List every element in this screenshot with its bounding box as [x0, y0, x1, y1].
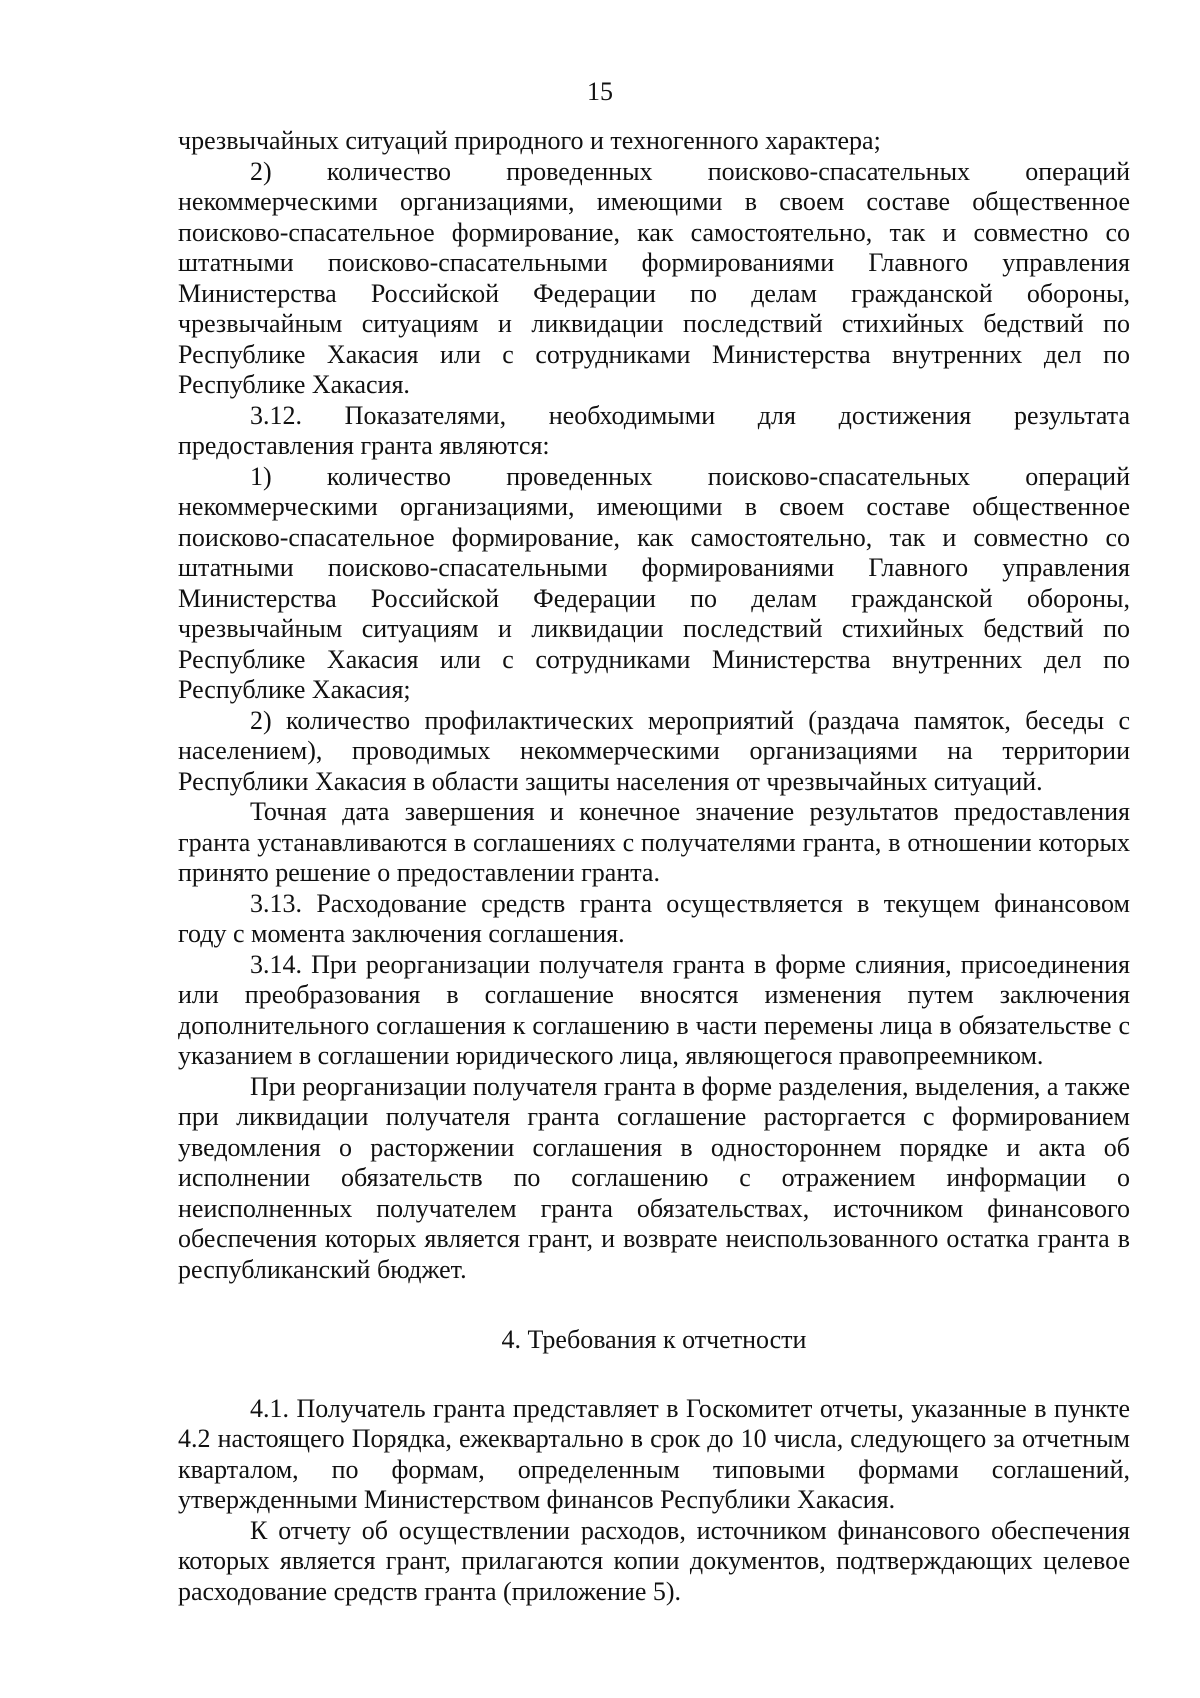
paragraph-exact-date: Точная дата завершения и конечное значение результатов предоставления гранта устанавливаются в соглашениях с получателями гранта, в отношении которых принято решение о предоставлении гранта. [178, 797, 1130, 887]
list-item-1-search-operations: 1) количество проведенных поисково-спасательных операций некоммерческими организациями, имеющими в своем составе общественное поисково-спасательное формирование, как самостоятельно, так и совместно со штатными поисково-спасательными формированиями Главного управления Министерства Российской Федерации по делам гражданской обороны, чрезвычайным ситуациям и ликвидации последствий стихийных бедствий по Республике Хакасия или с сотрудниками Министерства внутренних дел по Республике Хакасия; [178, 461, 1130, 704]
paragraph-3-12: 3.12. Показателями, необходимыми для достижения результата предоставления гранта являются: [178, 400, 1130, 460]
paragraph-report-attachments: К отчету об осуществлении расходов, источником финансового обеспечения которых является грант, прилагаются копии документов, подтверждающих целевое расходование средств гранта (приложение 5). [178, 1515, 1130, 1606]
list-item-2-search-operations: 2) количество проведенных поисково-спасательных операций некоммерческими организациями, имеющими в своем составе общественное поисково-спасательное формирование, как самостоятельно, так и совместно со штатными поисково-спасательными формированиями Главного управления Министерства Российской Федерации по делам гражданской обороны, чрезвычайным ситуациям и ликвидации последствий стихийных бедствий по Республике Хакасия или с сотрудниками Министерства внутренних дел по Республике Хакасия. [178, 156, 1130, 399]
paragraph-3-13: 3.13. Расходование средств гранта осуществляется в текущем финансовом году с момента заключения соглашения. [178, 888, 1130, 948]
paragraph-continuation: чрезвычайных ситуаций природного и техногенного характера; [178, 126, 881, 155]
paragraph-3-14: 3.14. При реорганизации получателя гранта в форме слияния, присоединения или преобразования в соглашение вносятся изменения путем заключения дополнительного соглашения к соглашению в части перемены лица в обязательстве с указанием в соглашении юридического лица, являющегося правопреемником. [178, 949, 1130, 1070]
paragraph-reorganization: При реорганизации получателя гранта в форме разделения, выделения, а также при ликвидации получателя гранта соглашение расторгается с формированием уведомления о расторжении соглашения в одностороннем порядке и акта об исполнении обязательств по соглашению с отражением информации о неисполненных получателем гранта обязательствах, источником финансового обеспечения которых является грант, и возврате неиспользованного остатка гранта в республиканский бюджет. [178, 1071, 1130, 1284]
document-body [178, 126, 1130, 1607]
list-item-2-preventive-measures: 2) количество профилактических мероприятий (раздача памяток, беседы с населением), проводимых некоммерческими организациями на территории Республики Хакасия в области защиты населения от чрезвычайных ситуаций. [178, 705, 1130, 796]
page-number: 15 [587, 77, 613, 106]
section-heading-4: 4. Требования к отчетности [501, 1325, 807, 1354]
paragraph-4-1: 4.1. Получатель гранта представляет в Госкомитет отчеты, указанные в пункте 4.2 настоящего Порядка, ежеквартально в срок до 10 числа, следующего за отчетным кварталом, по формам, определенным типовыми формами соглашений, утвержденными Министерством финансов Республики Хакасия. [178, 1393, 1130, 1514]
